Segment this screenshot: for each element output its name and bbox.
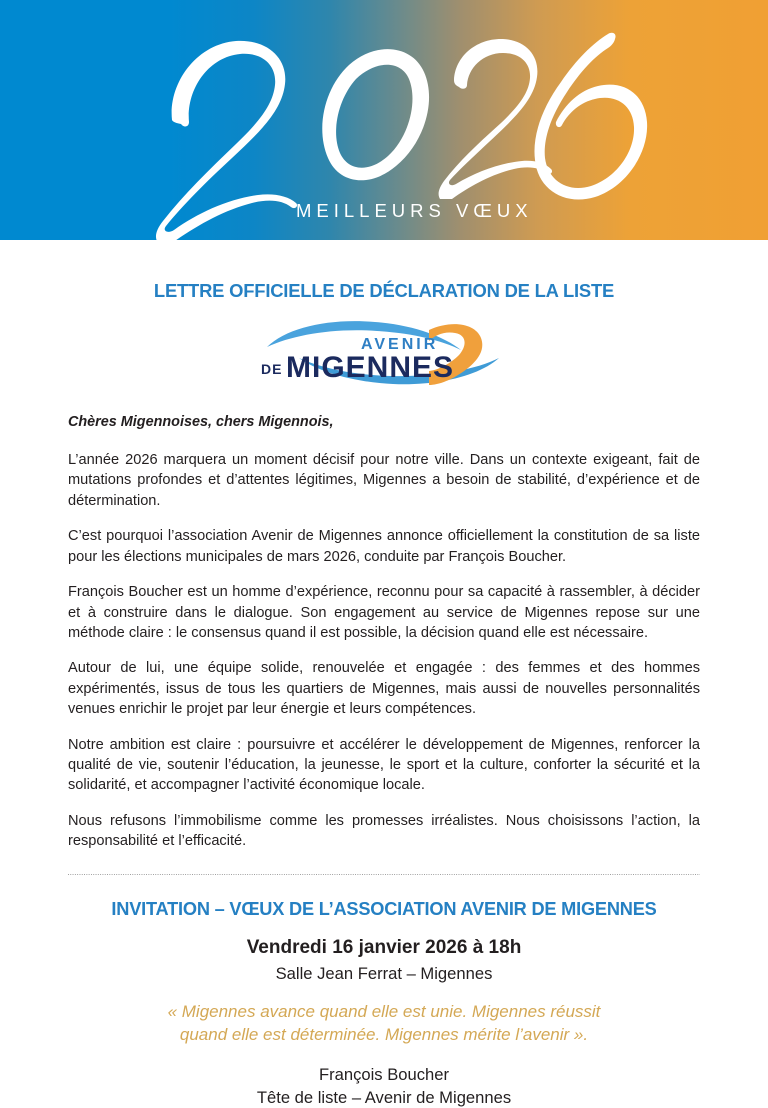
- letter-paragraph: C’est pourquoi l’association Avenir de Migennes annonce officiellement la constitution de sa liste pour les élections municipales de mars 2026, conduite par François Boucher.: [68, 528, 700, 565]
- invitation-place: Salle Jean Ferrat – Migennes: [275, 963, 493, 983]
- dotted-divider: [68, 874, 700, 875]
- letter-paragraph: François Boucher est un homme d’expérience, reconnu pour sa capacité à rassembler, à décider et à construire dans le dialogue. Son engagement au service de Migennes repose sur une méthode claire : le consensus quand il est possible, la décision quand elle est nécessaire.: [68, 584, 700, 641]
- letter-paragraph: Notre ambition est claire : poursuivre et accélérer le développement de Migennes, renforcer la qualité de vie, soutenir l’éducation, la jeunesse, le sport et la culture, conforter la sécurité et la solidarité, et accompagner l’activité économique locale.: [68, 736, 700, 794]
- logo-artwork: [253, 314, 515, 390]
- letter-body: [68, 390, 700, 852]
- letter-salutation: Chères Migennoises, chers Migennois,: [68, 414, 334, 430]
- avenir-de-migennes-logo: [0, 314, 768, 390]
- quote-line-1: « Migennes avance quand elle est unie. Migennes réussit: [167, 1001, 601, 1021]
- letter-paragraph: Nous refusons l’immobilisme comme les promesses irréalistes. Nous choisissons l’action, la responsabilité et l’efficacité.: [68, 812, 700, 850]
- invitation-heading: INVITATION – VŒUX DE L’ASSOCIATION AVENIR DE MIGENNES: [111, 898, 657, 919]
- letter-paragraph: L’année 2026 marquera un moment décisif pour notre ville. Dans un contexte exigeant, fait de mutations profondes et d’attentes légitimes, Migennes a besoin de stabilité, d’expérience et de détermination.: [68, 452, 700, 509]
- invitation-block: [0, 899, 768, 1108]
- quote-line-2: quand elle est déterminée. Migennes mérite l’avenir ».: [179, 1024, 589, 1044]
- invitation-quote: [0, 1001, 768, 1047]
- header-banner: [0, 0, 768, 240]
- signature-role: Tête de liste – Avenir de Migennes: [256, 1087, 512, 1107]
- banner-tagline: MEILLEURS VŒUX: [296, 200, 533, 221]
- invitation-date: Vendredi 16 janvier 2026 à 18h: [246, 936, 522, 958]
- signature-name: François Boucher: [318, 1064, 450, 1084]
- logo-de-text: DE: [261, 361, 283, 377]
- letter-paragraph: Autour de lui, une équipe solide, renouvelée et engagée : des femmes et des hommes expérimentés, issus de tous les quartiers de Migennes, mais aussi de nouvelles personnalités venues enrichir le projet par leur énergie et leurs compétences.: [68, 660, 700, 718]
- logo-avenir-text: AVENIR: [361, 336, 439, 353]
- page-title: LETTRE OFFICIELLE DE DÉCLARATION DE LA LISTE: [153, 280, 615, 301]
- logo-migennes-text: MIGENNES: [286, 351, 455, 384]
